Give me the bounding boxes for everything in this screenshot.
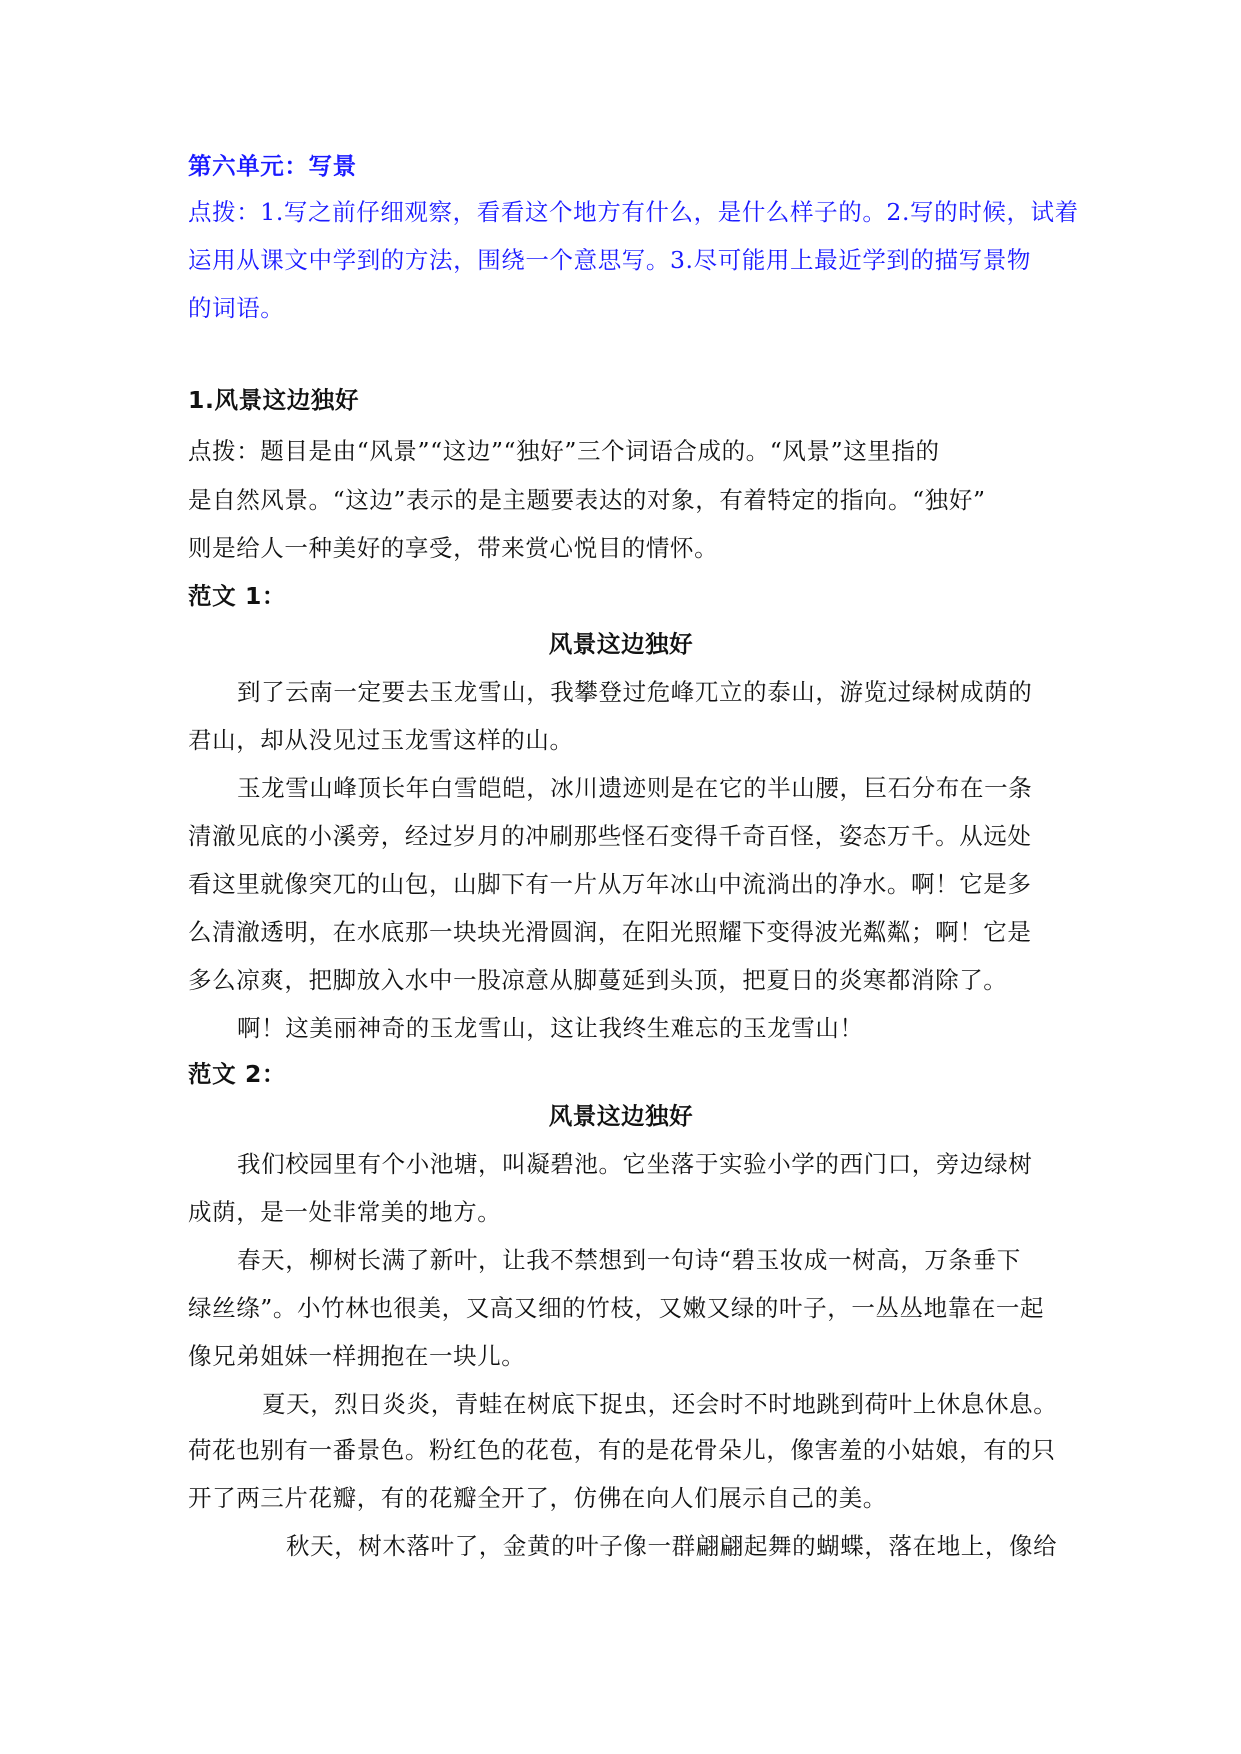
essay2-title: 风景这边独好 (548, 1102, 694, 1130)
essay1-line: 看这里就像突兀的山包，山脚下有一片从万年冰山中流淌出的净水。啊！它是多 (188, 870, 1032, 898)
essay2-line: 我们校园里有个小池塘，叫凝碧池。它坐落于实验小学的西门口，旁边绿树 (237, 1150, 1033, 1178)
unit-heading: 第六单元：写景 (188, 152, 357, 180)
topic-tip-line: 则是给人一种美好的享受，带来赏心悦目的情怀。 (188, 534, 719, 562)
topic-tip-line: 是自然风景。“这边”表示的是主题要表达的对象，有着特定的指向。“独好” (188, 486, 986, 514)
essay1-line: 君山，却从没见过玉龙雪这样的山。 (188, 726, 574, 754)
essay2-line: 夏天，烈日炎炎，青蛙在树底下捉虫，还会时不时地跳到荷叶上休息休息。 (262, 1390, 1058, 1418)
essay2-line: 绿丝绦”。小竹林也很美，又高又细的竹枝，又嫩又绿的叶子，一丛丛地靠在一起 (188, 1294, 1045, 1322)
essay2-line: 开了两三片花瓣，有的花瓣全开了，仿佛在向人们展示自己的美。 (188, 1484, 887, 1512)
unit-tip-line: 的词语。 (188, 294, 285, 322)
topic-title: 1.风景这边独好 (188, 386, 360, 414)
essay1-line: 么清澈透明，在水底那一块块光滑圆润，在阳光照耀下变得波光粼粼；啊！它是 (188, 918, 1032, 946)
essay2-label: 范文 2： (188, 1060, 287, 1088)
topic-tip-line: 点拨：题目是由“风景”“这边”“独好”三个词语合成的。“风景”这里指的 (188, 437, 940, 465)
essay1-line: 啊！这美丽神奇的玉龙雪山，这让我终生难忘的玉龙雪山！ (237, 1014, 864, 1042)
unit-tip-line: 点拨：1.写之前仔细观察，看看这个地方有什么，是什么样子的。2.写的时候，试着 (188, 198, 1079, 226)
essay1-line: 玉龙雪山峰顶长年白雪皑皑，冰川遗迹则是在它的半山腰，巨石分布在一条 (237, 774, 1033, 802)
essay2-line: 秋天，树木落叶了，金黄的叶子像一群翩翩起舞的蝴蝶，落在地上，像给 (286, 1532, 1058, 1560)
essay2-line: 成荫，是一处非常美的地方。 (188, 1198, 502, 1226)
essay2-line: 像兄弟姐妹一样拥抱在一块儿。 (188, 1342, 526, 1370)
unit-tip-line: 运用从课文中学到的方法，围绕一个意思写。3.尽可能用上最近学到的描写景物 (188, 246, 1032, 274)
essay2-line: 荷花也别有一番景色。粉红色的花苞，有的是花骨朵儿，像害羞的小姑娘，有的只 (188, 1436, 1056, 1464)
essay1-label: 范文 1： (188, 582, 287, 610)
essay1-line: 清澈见底的小溪旁，经过岁月的冲刷那些怪石变得千奇百怪，姿态万千。从远处 (188, 822, 1032, 850)
essay1-line: 多么凉爽，把脚放入水中一股凉意从脚蔓延到头顶，把夏日的炎寒都消除了。 (188, 966, 1008, 994)
essay1-title: 风景这边独好 (548, 630, 694, 658)
essay2-line: 春天，柳树长满了新叶，让我不禁想到一句诗“碧玉妆成一树高，万条垂下 (237, 1246, 1021, 1274)
essay1-line: 到了云南一定要去玉龙雪山，我攀登过危峰兀立的泰山，游览过绿树成荫的 (237, 678, 1033, 706)
